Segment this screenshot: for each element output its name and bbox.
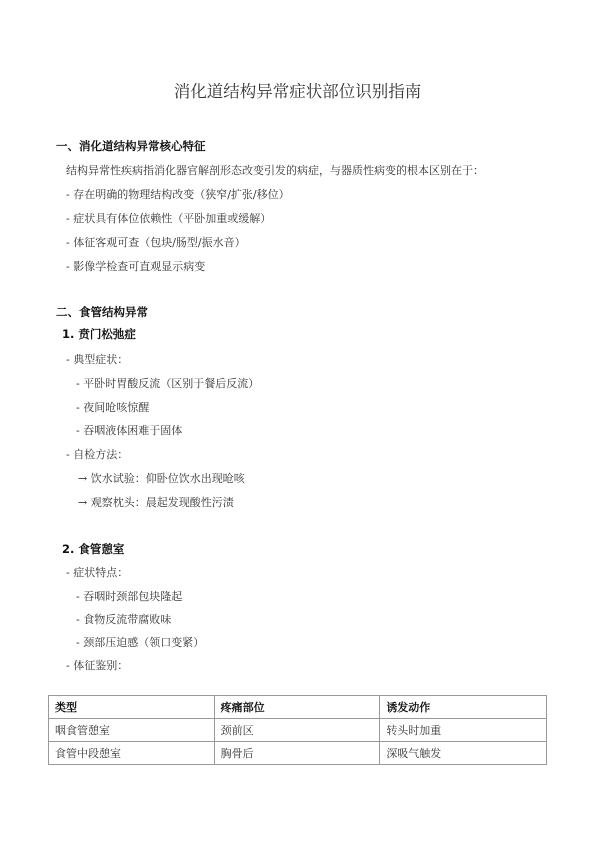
list-item: - 颈部压迫感（领口变紧）: [76, 636, 205, 649]
page-title: 消化道结构异常症状部位识别指南: [173, 82, 422, 101]
table-cell: 颈前区: [214, 719, 380, 742]
bullet-item: - 症状具有体位依赖性（平卧加重或缓解）: [66, 212, 272, 225]
list-label-features: - 症状特点：: [66, 566, 129, 579]
table-cell: 胸骨后: [214, 742, 380, 765]
bullet-item: - 影像学检查可直观显示病变: [66, 260, 206, 273]
table-header-cell: 类型: [49, 696, 215, 719]
subsection-heading-diverticulum: 2. 食管憩室: [62, 542, 125, 556]
list-label-symptoms: - 典型症状：: [66, 353, 129, 366]
list-label-selfcheck: - 自检方法：: [66, 448, 129, 461]
list-item: - 食物反流带腐败味: [76, 613, 172, 626]
list-item: - 平卧时胃酸反流（区别于餐后反流）: [76, 377, 260, 390]
list-item: - 吞咽液体困难于固体: [76, 424, 183, 437]
signs-table: [48, 695, 547, 765]
list-item: - 夜间呛咳惊醒: [76, 401, 150, 414]
table-cell: 食管中段憩室: [49, 742, 215, 765]
list-label-signs: - 体征鉴别：: [66, 659, 129, 672]
section-heading-esophagus: 二、食管结构异常: [56, 305, 148, 319]
arrow-list-item: → 观察枕头：晨起发现酸性污渍: [78, 496, 234, 509]
arrow-list-item: → 饮水试验：仰卧位饮水出现呛咳: [78, 472, 245, 485]
table-cell: 转头时加重: [380, 719, 547, 742]
table-cell: 深吸气触发: [380, 742, 547, 765]
table-row: [49, 719, 547, 742]
table-header-cell: 疼痛部位: [214, 696, 380, 719]
bullet-item: - 存在明确的物理结构改变（狭窄/扩张/移位）: [66, 188, 290, 201]
table-header-cell: 诱发动作: [380, 696, 547, 719]
table-header-row: [49, 696, 547, 719]
table-cell: 咽食管憩室: [49, 719, 215, 742]
list-item: - 吞咽时颈部包块隆起: [76, 590, 183, 603]
section-intro: 结构异常性疾病指消化器官解剖形态改变引发的病症，与器质性病变的根本区别在于：: [66, 164, 484, 177]
section-heading-core-features: 一、消化道结构异常核心特征: [56, 139, 206, 153]
subsection-heading-achalasia: 1. 贲门松弛症: [62, 327, 136, 341]
bullet-item: - 体征客观可查（包块/肠型/振水音）: [66, 236, 246, 249]
table-row: [49, 742, 547, 765]
